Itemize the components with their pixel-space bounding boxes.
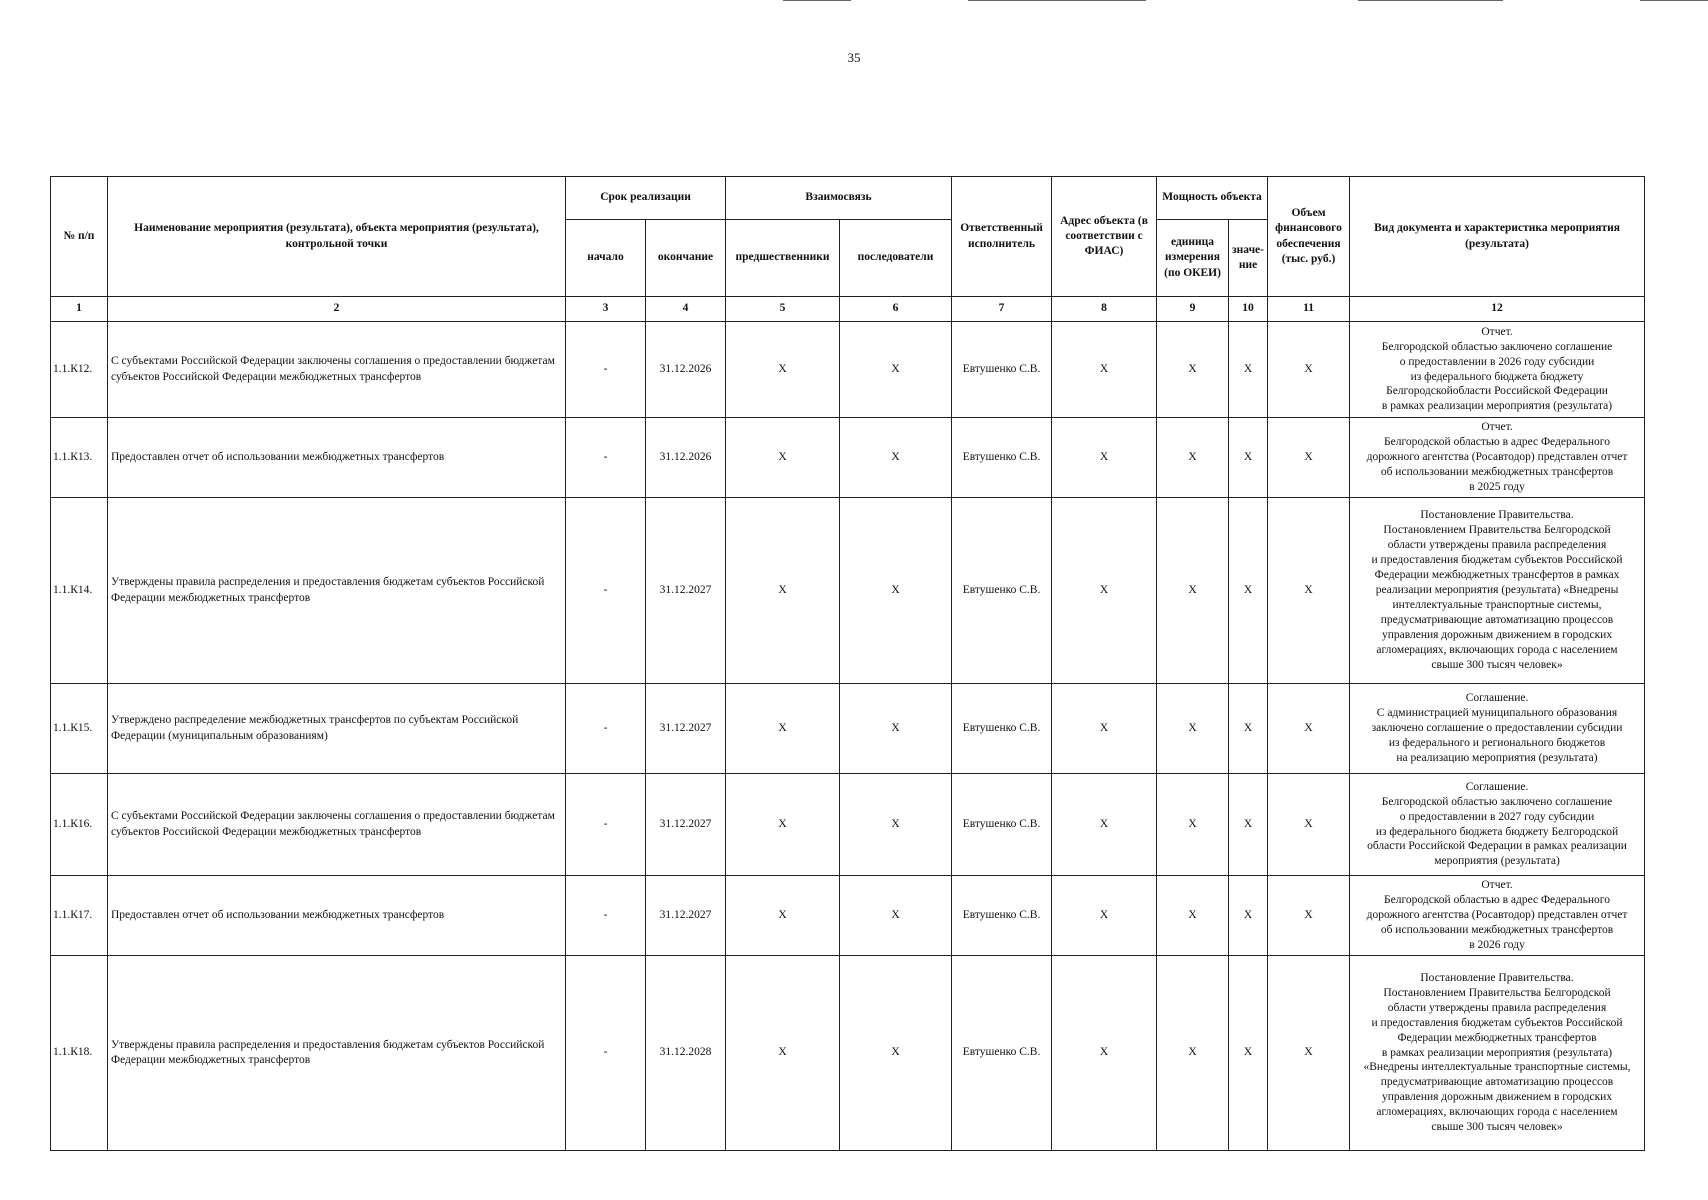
document-description: Постановление Правительства. Постановлением Правительства Белгородской области утверждены правила распределения и предоставления бюджетам субъектов Российской Федерации межбюджетных трансфертов в рамках реализации мероприятия (результата) «Внедрены интеллектуальные транспортные системы, предусматривающие автоматизацию процессов управления дорожным движением в городских агломерациях, включающих города с населением свыше 300 тысяч человек» — [1350, 498, 1645, 684]
document-description: Соглашение. С администрацией муниципального образования заключено соглашение о предоставлении субсидии из федерального и регионального бюджетов на реализацию мероприятия (результата) — [1350, 684, 1645, 774]
measure-name: Предоставлен отчет об использовании межбюджетных трансфертов — [108, 876, 566, 956]
responsible-person: Евтушенко С.В. — [952, 418, 1052, 498]
finance-volume: X — [1268, 418, 1350, 498]
document-description: Отчет. Белгородской областью заключено соглашение о предоставлении в 2026 году субсидии из федерального бюджета бюджету Белгородскойобласти Российской Федерации в рамках реализации мероприятия (результата) — [1350, 322, 1645, 418]
start-date: - — [566, 498, 646, 684]
predecessors: X — [726, 774, 840, 876]
measure-name: Утверждены правила распределения и предоставления бюджетам субъектов Российской Федерации межбюджетных трансфертов — [108, 498, 566, 684]
header-address: Адрес объекта (в соответствии с ФИАС) — [1052, 177, 1157, 297]
capacity-value: X — [1229, 498, 1268, 684]
capacity-value: X — [1229, 418, 1268, 498]
row-number: 1.1.К17. — [51, 876, 108, 956]
predecessors: X — [726, 956, 840, 1151]
responsible-person: Евтушенко С.В. — [952, 876, 1052, 956]
responsible-person: Евтушенко С.В. — [952, 956, 1052, 1151]
capacity-value: X — [1229, 774, 1268, 876]
capacity-value: X — [1229, 956, 1268, 1151]
responsible-person: Евтушенко С.В. — [952, 774, 1052, 876]
header-capacity: Мощность объекта — [1157, 177, 1268, 220]
end-date: 31.12.2027 — [646, 684, 726, 774]
capacity-unit: X — [1157, 876, 1229, 956]
start-date: - — [566, 774, 646, 876]
header-link-next: последователи — [840, 220, 952, 297]
header-link-prev: предшественники — [726, 220, 840, 297]
scan-artifact-line — [1640, 0, 1708, 1]
responsible-person: Евтушенко С.В. — [952, 498, 1052, 684]
responsible-person: Евтушенко С.В. — [952, 684, 1052, 774]
table-row — [51, 876, 1645, 956]
column-number: 10 — [1229, 297, 1268, 322]
measure-name: С субъектами Российской Федерации заключены соглашения о предоставлении бюджетам субъектов Российской Федерации межбюджетных трансфертов — [108, 322, 566, 418]
successors: X — [840, 956, 952, 1151]
header-capacity-unit: единица измерения (по ОКЕИ) — [1157, 220, 1229, 297]
table-row — [51, 684, 1645, 774]
header-link: Взаимосвязь — [726, 177, 952, 220]
column-number: 11 — [1268, 297, 1350, 322]
column-number: 2 — [108, 297, 566, 322]
predecessors: X — [726, 418, 840, 498]
row-number: 1.1.К14. — [51, 498, 108, 684]
start-date: - — [566, 956, 646, 1151]
predecessors: X — [726, 684, 840, 774]
row-number: 1.1.К15. — [51, 684, 108, 774]
column-number: 12 — [1350, 297, 1645, 322]
end-date: 31.12.2026 — [646, 322, 726, 418]
document-description: Отчет. Белгородской областью в адрес Федерального дорожного агентства (Росавтодор) представлен отчет об использовании межбюджетных трансфертов в 2025 году — [1350, 418, 1645, 498]
predecessors: X — [726, 322, 840, 418]
header-period-end: окончание — [646, 220, 726, 297]
predecessors: X — [726, 498, 840, 684]
column-number: 8 — [1052, 297, 1157, 322]
table-row — [51, 774, 1645, 876]
column-number: 6 — [840, 297, 952, 322]
capacity-unit: X — [1157, 774, 1229, 876]
end-date: 31.12.2027 — [646, 876, 726, 956]
document-description: Соглашение. Белгородской областью заключено соглашение о предоставлении в 2027 году субсидии из федерального бюджета бюджету Белгородской области Российской Федерации в рамках реализации мероприятия (результата) — [1350, 774, 1645, 876]
successors: X — [840, 876, 952, 956]
measure-name: Утверждены правила распределения и предоставления бюджетам субъектов Российской Федерации межбюджетных трансфертов — [108, 956, 566, 1151]
column-number: 4 — [646, 297, 726, 322]
activity-plan-table — [50, 176, 1645, 1151]
object-address: X — [1052, 774, 1157, 876]
page-number: 35 — [847, 50, 861, 65]
capacity-unit: X — [1157, 418, 1229, 498]
end-date: 31.12.2026 — [646, 418, 726, 498]
header-finance: Объем финансового обеспечения (тыс. руб.) — [1268, 177, 1350, 297]
predecessors: X — [726, 876, 840, 956]
finance-volume: X — [1268, 876, 1350, 956]
capacity-unit: X — [1157, 322, 1229, 418]
capacity-value: X — [1229, 876, 1268, 956]
document-description: Отчет. Белгородской областью в адрес Федерального дорожного агентства (Росавтодор) представлен отчет об использовании межбюджетных трансфертов в 2026 году — [1350, 876, 1645, 956]
capacity-unit: X — [1157, 956, 1229, 1151]
measure-name: Утверждено распределение межбюджетных трансфертов по субъектам Российской Федерации (муниципальным образованиям) — [108, 684, 566, 774]
row-number: 1.1.К12. — [51, 322, 108, 418]
table-row — [51, 498, 1645, 684]
start-date: - — [566, 418, 646, 498]
column-number: 3 — [566, 297, 646, 322]
object-address: X — [1052, 956, 1157, 1151]
successors: X — [840, 322, 952, 418]
measure-name: Предоставлен отчет об использовании межбюджетных трансфертов — [108, 418, 566, 498]
table-row — [51, 418, 1645, 498]
finance-volume: X — [1268, 322, 1350, 418]
column-number: 9 — [1157, 297, 1229, 322]
scan-artifact-line — [968, 0, 1146, 1]
object-address: X — [1052, 684, 1157, 774]
table-row — [51, 956, 1645, 1151]
finance-volume: X — [1268, 774, 1350, 876]
header-period-start: начало — [566, 220, 646, 297]
header-capacity-value: значе-ние — [1229, 220, 1268, 297]
column-number: 7 — [952, 297, 1052, 322]
table-row — [51, 322, 1645, 418]
header-num: № п/п — [51, 177, 108, 297]
finance-volume: X — [1268, 498, 1350, 684]
header-responsible: Ответственный исполнитель — [952, 177, 1052, 297]
start-date: - — [566, 684, 646, 774]
row-number: 1.1.К13. — [51, 418, 108, 498]
finance-volume: X — [1268, 684, 1350, 774]
column-number-row — [51, 297, 1645, 322]
row-number: 1.1.К18. — [51, 956, 108, 1151]
scan-artifact-line — [783, 0, 851, 1]
header-period: Срок реализации — [566, 177, 726, 220]
column-number: 1 — [51, 297, 108, 322]
header-doc: Вид документа и характеристика мероприятия (результата) — [1350, 177, 1645, 297]
end-date: 31.12.2027 — [646, 774, 726, 876]
start-date: - — [566, 322, 646, 418]
finance-volume: X — [1268, 956, 1350, 1151]
object-address: X — [1052, 498, 1157, 684]
column-number: 5 — [726, 297, 840, 322]
end-date: 31.12.2027 — [646, 498, 726, 684]
successors: X — [840, 684, 952, 774]
start-date: - — [566, 876, 646, 956]
measure-name: С субъектами Российской Федерации заключены соглашения о предоставлении бюджетам субъектов Российской Федерации межбюджетных трансфертов — [108, 774, 566, 876]
capacity-value: X — [1229, 684, 1268, 774]
successors: X — [840, 498, 952, 684]
header-name: Наименование мероприятия (результата), объекта мероприятия (результата), контрольной точки — [108, 177, 566, 297]
object-address: X — [1052, 876, 1157, 956]
capacity-unit: X — [1157, 684, 1229, 774]
row-number: 1.1.К16. — [51, 774, 108, 876]
capacity-unit: X — [1157, 498, 1229, 684]
capacity-value: X — [1229, 322, 1268, 418]
scan-artifact-line — [1358, 0, 1503, 1]
successors: X — [840, 418, 952, 498]
document-description: Постановление Правительства. Постановлением Правительства Белгородской области утверждены правила распределения и предоставления бюджетам субъектов Российской Федерации межбюджетных трансфертов в рамках реализации мероприятия (результата) «Внедрены интеллектуальные транспортные системы, предусматривающие автоматизацию процессов управления дорожным движением в городских агломерациях, включающих города с населением свыше 300 тысяч человек» — [1350, 956, 1645, 1151]
end-date: 31.12.2028 — [646, 956, 726, 1151]
responsible-person: Евтушенко С.В. — [952, 322, 1052, 418]
object-address: X — [1052, 418, 1157, 498]
successors: X — [840, 774, 952, 876]
object-address: X — [1052, 322, 1157, 418]
